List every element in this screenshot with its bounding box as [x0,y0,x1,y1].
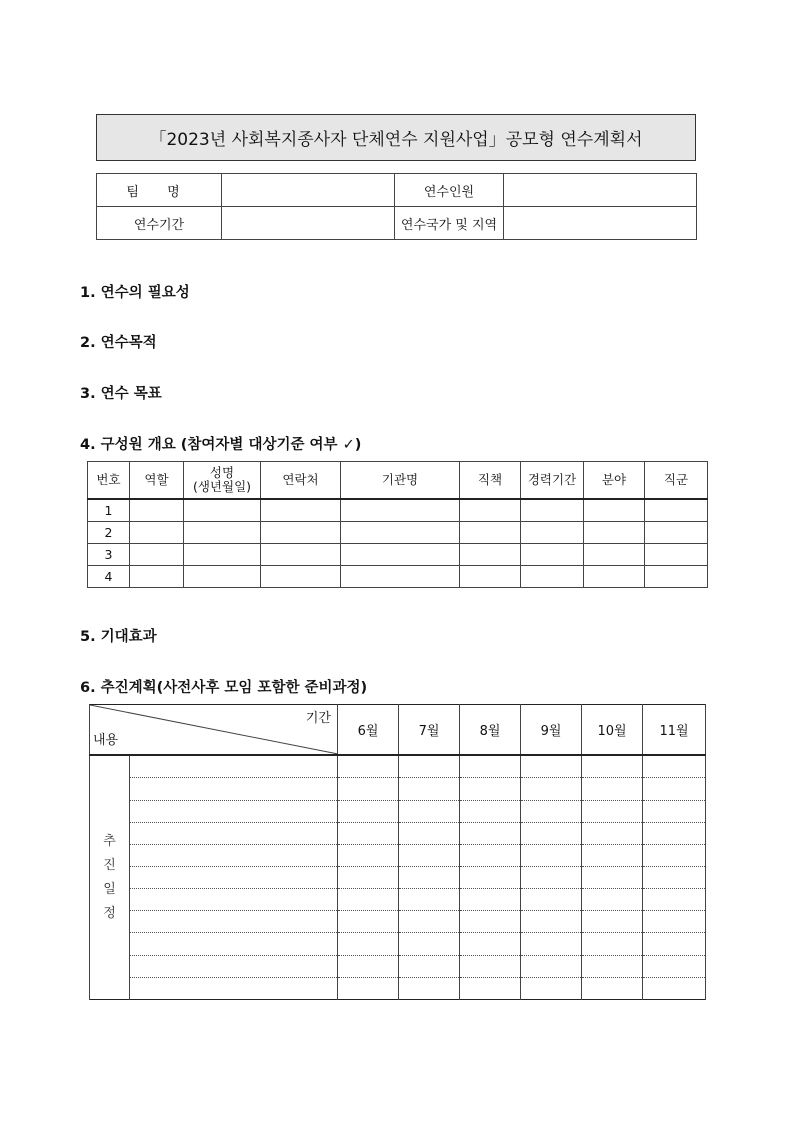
schedule-row [90,844,706,866]
header-career: 경력기간 [521,462,584,500]
header-no: 번호 [88,462,130,500]
cell[interactable] [338,977,399,999]
cell[interactable] [399,867,460,889]
cell[interactable] [582,800,643,822]
cell[interactable] [184,522,261,544]
cell[interactable] [130,844,338,866]
cell[interactable] [130,499,184,522]
members-header-row [88,462,708,500]
side-char: 진 [103,857,116,873]
cell[interactable] [338,933,399,955]
section-members: 4. 구성원 개요 (참여자별 대상기준 여부 ✓) [80,437,362,453]
members-table [87,461,708,588]
month-header: 7월 [399,705,460,756]
schedule-row [90,867,706,889]
cell[interactable] [460,911,521,933]
cell[interactable] [645,499,708,522]
cell[interactable] [130,889,338,911]
cell[interactable] [341,499,460,522]
document-title [96,114,696,161]
cell[interactable] [643,911,706,933]
cell[interactable] [130,977,338,999]
cell[interactable] [261,499,341,522]
cell[interactable] [643,867,706,889]
section-goal: 3. 연수 목표 [80,386,162,402]
cell[interactable] [584,499,645,522]
side-char: 정 [103,905,116,921]
schedule-row [90,778,706,800]
cell[interactable] [338,778,399,800]
cell[interactable] [399,822,460,844]
section-need: 1. 연수의 필요성 [80,285,190,301]
cell[interactable] [460,778,521,800]
cell[interactable] [399,778,460,800]
cell[interactable] [460,889,521,911]
header-contact: 연락처 [261,462,341,500]
cell[interactable] [261,544,341,566]
cell[interactable] [460,499,521,522]
month-header: 11월 [643,705,706,756]
section-plan: 6. 추진계획(사전사후 모임 포함한 준비과정) [80,680,368,696]
country-value[interactable] [504,207,697,240]
cell[interactable] [643,800,706,822]
cell[interactable] [582,822,643,844]
period-label: 연수기간 [97,207,222,240]
cell[interactable] [338,755,399,778]
schedule-table [89,704,706,1000]
header-field: 분야 [584,462,645,500]
cell[interactable] [184,499,261,522]
table-row [88,544,708,566]
cell[interactable] [521,955,582,977]
cell[interactable] [338,955,399,977]
cell[interactable] [643,778,706,800]
cell[interactable] [338,800,399,822]
row-number: 2 [88,522,130,544]
cell[interactable] [130,867,338,889]
people-value[interactable] [504,174,697,207]
header-name [184,462,261,500]
cell[interactable] [130,755,338,778]
cell[interactable] [582,755,643,778]
schedule-row [90,955,706,977]
month-header: 9월 [521,705,582,756]
cell[interactable] [460,544,521,566]
header-role: 역할 [130,462,184,500]
cell[interactable] [460,844,521,866]
schedule-row [90,822,706,844]
info-row [97,174,697,207]
schedule-row [90,755,706,778]
cell[interactable] [521,499,584,522]
cell[interactable] [643,977,706,999]
header-position: 직책 [460,462,521,500]
cell[interactable] [643,822,706,844]
cell[interactable] [521,566,584,588]
cell[interactable] [399,889,460,911]
cell[interactable] [521,522,584,544]
section-purpose: 2. 연수목적 [80,335,157,351]
corner-period-label: 기간 [305,711,331,726]
cell[interactable] [521,822,582,844]
cell[interactable] [460,566,521,588]
cell[interactable] [184,544,261,566]
month-header: 6월 [338,705,399,756]
info-row [97,207,697,240]
cell[interactable] [521,911,582,933]
schedule-row [90,977,706,999]
cell[interactable] [130,933,338,955]
cell[interactable] [460,822,521,844]
cell[interactable] [460,955,521,977]
cell[interactable] [460,800,521,822]
header-name-line2: (생년월일) [192,479,252,494]
schedule-row [90,933,706,955]
cell[interactable] [261,522,341,544]
cell[interactable] [338,844,399,866]
schedule-row [90,800,706,822]
cell[interactable] [584,544,645,566]
cell[interactable] [460,867,521,889]
table-row [88,522,708,544]
header-org: 기관명 [341,462,460,500]
cell[interactable] [341,544,460,566]
cell[interactable] [338,867,399,889]
cell[interactable] [521,755,582,778]
cell[interactable] [645,566,708,588]
cell[interactable] [261,566,341,588]
cell[interactable] [643,844,706,866]
cell[interactable] [521,977,582,999]
row-number: 4 [88,566,130,588]
cell[interactable] [521,544,584,566]
header-rank: 직군 [645,462,708,500]
cell[interactable] [130,778,338,800]
people-label: 연수인원 [395,174,504,207]
cell[interactable] [338,889,399,911]
info-table [96,173,697,240]
cell[interactable] [645,544,708,566]
cell[interactable] [399,844,460,866]
cell[interactable] [582,911,643,933]
cell[interactable] [521,800,582,822]
month-header: 8월 [460,705,521,756]
cell[interactable] [643,955,706,977]
cell[interactable] [643,755,706,778]
side-char: 추 [103,833,116,849]
cell[interactable] [399,911,460,933]
cell[interactable] [582,933,643,955]
cell[interactable] [338,911,399,933]
month-header: 10월 [582,705,643,756]
cell[interactable] [399,933,460,955]
cell[interactable] [341,566,460,588]
country-label: 연수국가 및 지역 [395,207,504,240]
cell[interactable] [130,955,338,977]
cell[interactable] [521,867,582,889]
cell[interactable] [460,522,521,544]
cell[interactable] [582,977,643,999]
team-value[interactable] [222,174,395,207]
schedule-corner [90,705,338,756]
cell[interactable] [582,844,643,866]
cell[interactable] [584,566,645,588]
cell[interactable] [399,800,460,822]
cell[interactable] [130,566,184,588]
cell[interactable] [341,522,460,544]
header-name-line1: 성명 [209,464,235,480]
cell[interactable] [399,977,460,999]
diagonal-line [90,705,338,754]
cell[interactable] [184,566,261,588]
row-number: 1 [88,499,130,522]
cell[interactable] [130,544,184,566]
cell[interactable] [521,933,582,955]
cell[interactable] [460,977,521,999]
cell[interactable] [521,778,582,800]
cell[interactable] [460,933,521,955]
period-value[interactable] [222,207,395,240]
cell[interactable] [584,522,645,544]
document-title-text: 「2023년 사회복지종사자 단체연수 지원사업」공모형 연수계획서 [149,130,643,150]
table-row [88,566,708,588]
cell[interactable] [582,778,643,800]
cell[interactable] [130,522,184,544]
cell[interactable] [582,867,643,889]
schedule-row [90,889,706,911]
cell[interactable] [521,844,582,866]
corner-content-label: 내용 [93,733,119,749]
table-row [88,499,708,522]
cell[interactable] [460,755,521,778]
schedule-side-label [90,755,130,999]
cell[interactable] [643,889,706,911]
team-label: 팀 명 [97,174,222,207]
cell[interactable] [130,822,338,844]
schedule-row [90,911,706,933]
section-effects: 5. 기대효과 [80,629,157,645]
side-char: 일 [103,881,116,897]
cell[interactable] [582,955,643,977]
cell[interactable] [643,933,706,955]
schedule-header-row [90,705,706,756]
cell[interactable] [399,755,460,778]
cell[interactable] [130,911,338,933]
row-number: 3 [88,544,130,566]
cell[interactable] [645,522,708,544]
cell[interactable] [521,889,582,911]
cell[interactable] [338,822,399,844]
cell[interactable] [130,800,338,822]
cell[interactable] [399,955,460,977]
cell[interactable] [582,889,643,911]
